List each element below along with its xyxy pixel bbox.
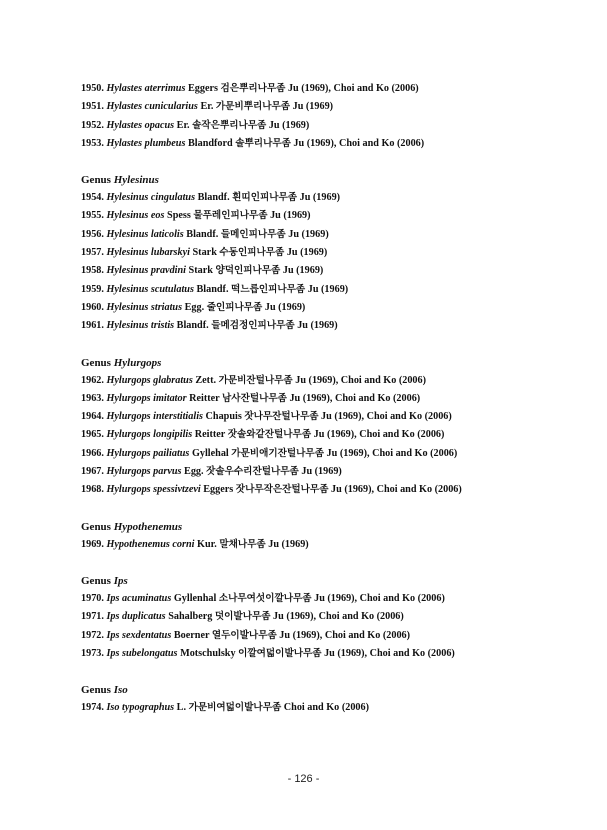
species-list <box>81 80 581 717</box>
genus-name: Iso <box>113 684 128 697</box>
species-entry <box>81 645 581 663</box>
korean-name: 가문비잔털나무좀 <box>218 374 293 386</box>
entry-number: 1966. <box>81 447 104 459</box>
korean-name: 잣나무작은잔털나무좀 <box>235 484 329 496</box>
korean-name: 덧이발나무좀 <box>214 611 271 623</box>
references: Ju (1969), Choi and Ko (2006) <box>279 629 411 641</box>
references: Ju (1969) <box>288 228 329 240</box>
references: Ju (1969), Choi and Ko (2006) <box>289 392 421 404</box>
species-entry <box>81 299 581 317</box>
section-spacer <box>81 153 581 171</box>
references: Ju (1969), Choi and Ko (2006) <box>287 83 419 94</box>
korean-name: 가문비여덟이발나무좀 <box>188 702 282 714</box>
korean-name: 양덕인피나무좀 <box>215 265 281 277</box>
references: Ju (1969) <box>286 247 328 259</box>
species-entry <box>81 207 581 225</box>
references: Ju (1969), Choi and Ko (2006) <box>326 447 458 459</box>
korean-name: 들메검정인피나무좀 <box>211 320 295 332</box>
references: Ju (1969), Choi and Ko (2006) <box>273 611 404 623</box>
entry-number: 1955. <box>81 210 104 222</box>
section-spacer <box>81 663 581 681</box>
entry-number: 1962. <box>81 374 104 386</box>
entry-number: 1953. <box>81 137 104 149</box>
references: Ju (1969) <box>297 320 338 332</box>
korean-name: 소나무여섯이깔나무좀 <box>218 592 312 604</box>
author-name: Zett. <box>195 374 217 386</box>
entry-number: 1951. <box>81 101 104 113</box>
genus-prefix: Genus <box>81 684 111 697</box>
genus-heading <box>81 171 581 189</box>
scientific-name: Hylesinus laticolis <box>106 228 184 240</box>
korean-name: 물푸레인피나무좀 <box>193 210 268 222</box>
scientific-name: Hylurgops spessivtzevi <box>106 484 201 496</box>
species-entry <box>81 463 581 481</box>
entry-number: 1958. <box>81 265 104 277</box>
author-name: Blandf. <box>176 320 209 332</box>
genus-heading <box>81 518 581 536</box>
korean-name: 솔뿌리나무좀 <box>235 137 291 149</box>
author-name: Motschulsky <box>180 647 236 659</box>
scientific-name: Hylurgops imitator <box>106 392 187 404</box>
species-entry <box>81 536 581 554</box>
entry-number: 1971. <box>81 611 104 623</box>
scientific-name: Hylastes cunicularius <box>106 101 198 113</box>
entry-number: 1973. <box>81 647 104 659</box>
references: Ju (1969) <box>307 283 349 295</box>
korean-name: 잣솔우수리잔털나무좀 <box>206 466 299 478</box>
species-entry <box>81 189 581 207</box>
species-entry <box>81 699 581 717</box>
scientific-name: Hylesinus lubarskyi <box>106 247 190 259</box>
korean-name: 줄인피나무좀 <box>206 301 263 313</box>
genus-name: Hylesinus <box>113 174 159 187</box>
author-name: Er. <box>176 119 190 131</box>
scientific-name: Ips sexdentatus <box>106 629 172 641</box>
entry-number: 1950. <box>81 83 104 94</box>
genus-heading <box>81 354 581 372</box>
species-entry <box>81 244 581 262</box>
korean-name: 남사잔털나무좀 <box>222 392 287 404</box>
korean-name: 검은뿌리나무좀 <box>220 83 286 94</box>
references: Ju (1969) <box>282 265 324 277</box>
species-entry <box>81 372 581 390</box>
korean-name: 말채나무좀 <box>219 538 266 550</box>
page-number: - 126 - <box>287 773 320 785</box>
korean-name: 솔작은뿌리나무좀 <box>192 119 267 131</box>
korean-name: 가문비애기잔털나무좀 <box>231 447 324 459</box>
korean-name: 떡느릅인피나무좀 <box>231 283 306 295</box>
species-entry <box>81 445 581 463</box>
references: Ju (1969), Choi and Ko (2006) <box>331 484 462 496</box>
scientific-name: Hylesinus cingulatus <box>106 192 196 204</box>
author-name: Egg. <box>184 301 205 313</box>
entry-number: 1969. <box>81 538 104 550</box>
author-name: Blandf. <box>196 283 229 295</box>
species-entry <box>81 426 581 444</box>
species-entry <box>81 608 581 626</box>
genus-name: Ips <box>113 574 128 587</box>
entry-number: 1959. <box>81 283 104 295</box>
author-name: Spess <box>167 210 191 222</box>
species-entry <box>81 390 581 408</box>
references: Ju (1969) <box>270 210 311 222</box>
genus-prefix: Genus <box>81 520 111 533</box>
references: Ju (1969), Choi and Ko (2006) <box>321 411 452 423</box>
scientific-name: Hylesinus striatus <box>106 301 183 313</box>
references: Ju (1969), Choi and Ko (2006) <box>313 429 445 441</box>
section-spacer <box>81 336 581 354</box>
entry-number: 1957. <box>81 247 104 259</box>
references: Ju (1969), Choi and Ko (2006) <box>324 647 455 659</box>
references: Ju (1969) <box>264 301 306 313</box>
scientific-name: Iso typographus <box>106 702 175 714</box>
scientific-name: Hylastes aterrimus <box>106 83 186 94</box>
references: Ju (1969) <box>301 466 342 478</box>
genus-heading <box>81 572 581 590</box>
genus-prefix: Genus <box>81 356 111 369</box>
references: Ju (1969), Choi and Ko (2006) <box>314 592 445 604</box>
scientific-name: Ips subelongatus <box>106 647 178 659</box>
author-name: Chapuis <box>205 411 242 423</box>
scientific-name: Hylesinus scutulatus <box>106 283 194 295</box>
author-name: Blandf. <box>197 192 230 204</box>
author-name: Sahalberg <box>168 611 213 623</box>
entry-number: 1974. <box>81 702 104 714</box>
korean-name: 잣나무잔털나무좀 <box>244 411 319 423</box>
author-name: Blandford <box>187 137 233 149</box>
species-entry <box>81 317 581 335</box>
scientific-name: Hylurgops parvus <box>106 466 182 478</box>
genus-name: Hypothenemus <box>113 520 183 533</box>
section-spacer <box>81 554 581 572</box>
species-entry <box>81 98 581 116</box>
species-entry <box>81 117 581 135</box>
entry-number: 1972. <box>81 629 104 641</box>
references: Choi and Ko (2006) <box>283 702 369 714</box>
references: Ju (1969) <box>292 101 334 113</box>
species-entry <box>81 281 581 299</box>
author-name: Stark <box>192 247 217 259</box>
author-name: Blandf. <box>186 228 219 240</box>
scientific-name: Hylesinus tristis <box>106 320 175 332</box>
author-name: Gyllehal <box>191 447 229 459</box>
scientific-name: Ips acuminatus <box>106 592 172 604</box>
author-name: Boerner <box>173 629 210 641</box>
entry-number: 1964. <box>81 411 104 423</box>
author-name: Eggers <box>187 83 218 94</box>
entry-number: 1968. <box>81 484 104 496</box>
author-name: Eggers <box>203 484 234 496</box>
scientific-name: Hylurgops interstitialis <box>106 411 203 423</box>
entry-number: 1961. <box>81 320 104 332</box>
author-name: Egg. <box>184 466 204 478</box>
genus-prefix: Genus <box>81 174 111 187</box>
scientific-name: Hylurgops longipilis <box>106 429 193 441</box>
species-entry <box>81 135 581 153</box>
species-entry <box>81 627 581 645</box>
genus-name: Hylurgops <box>113 356 162 369</box>
korean-name: 수동인피나무좀 <box>219 247 285 259</box>
author-name: L. <box>176 702 187 714</box>
scientific-name: Hylesinus eos <box>106 210 165 222</box>
scientific-name: Ips duplicatus <box>106 611 166 623</box>
korean-name: 이깔여덟이발나무좀 <box>238 647 322 659</box>
korean-name: 잣솔와같잔털나무좀 <box>227 429 312 441</box>
genus-heading <box>81 681 581 699</box>
references: Ju (1969), Choi and Ko (2006) <box>295 374 427 386</box>
korean-name: 열두이발나무좀 <box>211 629 277 641</box>
author-name: Stark <box>188 265 213 277</box>
scientific-name: Hylesinus pravdini <box>106 265 186 277</box>
scientific-name: Hylurgops pailiatus <box>106 447 190 459</box>
author-name: Reitter <box>189 392 220 404</box>
entry-number: 1960. <box>81 301 104 313</box>
entry-number: 1956. <box>81 228 104 240</box>
references: Ju (1969) <box>299 192 341 204</box>
section-spacer <box>81 500 581 518</box>
entry-number: 1954. <box>81 192 104 204</box>
species-entry <box>81 590 581 608</box>
entry-number: 1970. <box>81 592 104 604</box>
author-name: Er. <box>200 101 214 113</box>
scientific-name: Hypothenemus corni <box>106 538 195 550</box>
scientific-name: Hylastes plumbeus <box>106 137 186 149</box>
entry-number: 1967. <box>81 466 104 478</box>
author-name: Reitter <box>194 429 226 441</box>
species-entry <box>81 262 581 280</box>
species-entry <box>81 226 581 244</box>
genus-prefix: Genus <box>81 574 111 587</box>
entry-number: 1965. <box>81 429 104 441</box>
references: Ju (1969) <box>268 538 309 550</box>
entry-number: 1963. <box>81 392 104 404</box>
scientific-name: Hylastes opacus <box>106 119 175 131</box>
author-name: Kur. <box>197 538 217 550</box>
species-entry <box>81 80 581 98</box>
entry-number: 1952. <box>81 119 104 131</box>
scientific-name: Hylurgops glabratus <box>106 374 193 386</box>
author-name: Gyllenhal <box>173 592 217 604</box>
species-entry <box>81 408 581 426</box>
korean-name: 가문비뿌리나무좀 <box>215 101 291 113</box>
korean-name: 흰띠인피나무좀 <box>232 192 298 204</box>
species-entry <box>81 481 581 499</box>
korean-name: 들메인피나무좀 <box>220 228 286 240</box>
references: Ju (1969), Choi and Ko (2006) <box>293 137 425 149</box>
references: Ju (1969) <box>268 119 310 131</box>
